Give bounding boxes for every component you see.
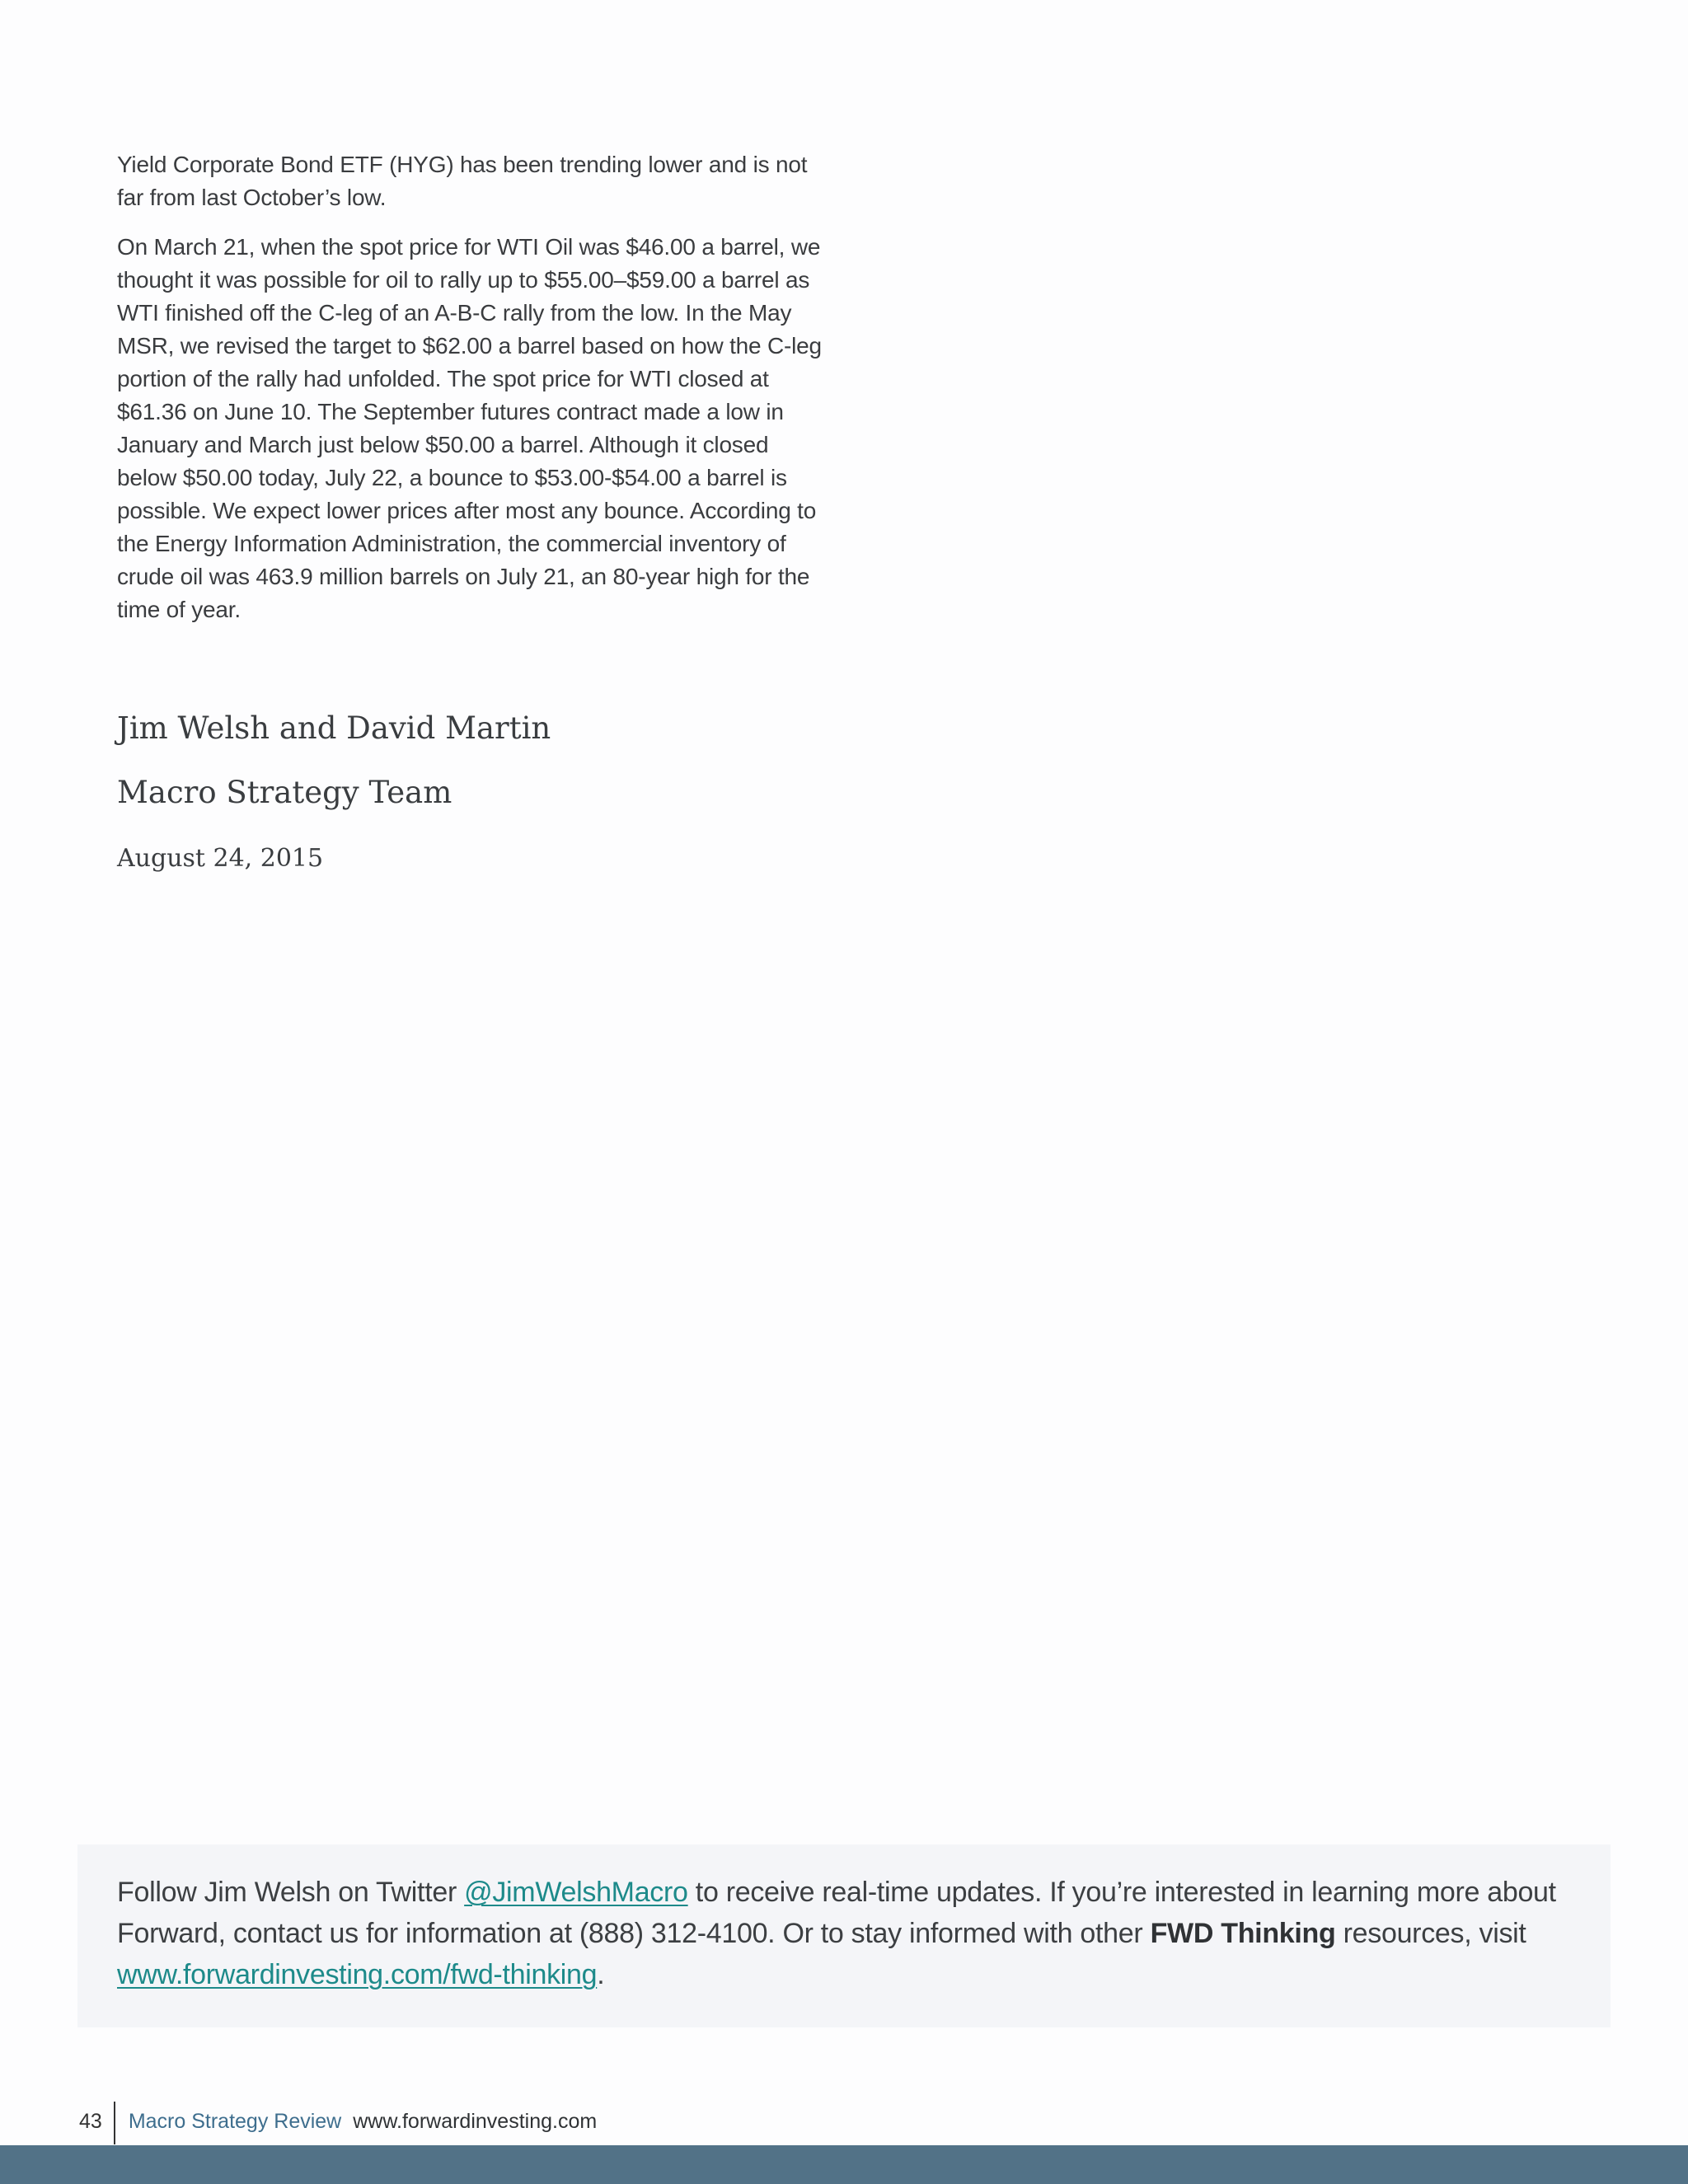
footer-divider bbox=[114, 2102, 115, 2144]
callout-text-segment: . bbox=[597, 1959, 605, 1990]
footer-color-bar bbox=[0, 2145, 1688, 2184]
callout-text-segment: to receive real-time updates. If you’re interested in learning more about Forward, contact us for information at (888) 312-4100. Or to stay informed with other bbox=[117, 1877, 1556, 1949]
callout-text-segment: Follow Jim Welsh on Twitter bbox=[117, 1877, 465, 1908]
contact-callout-box bbox=[77, 1844, 1611, 2027]
publication-name: Macro Strategy Review bbox=[128, 2109, 342, 2133]
article-body bbox=[117, 148, 826, 643]
callout-text-segment: resources, visit bbox=[1335, 1918, 1526, 1949]
callout-text bbox=[117, 1872, 1601, 1995]
fwd-thinking-label: FWD Thinking bbox=[1150, 1918, 1336, 1949]
article-paragraph: Yield Corporate Bond ETF (HYG) has been trending lower and is not far from last October’s low. bbox=[117, 152, 808, 210]
signature-team: Macro Strategy Team bbox=[117, 775, 452, 810]
website-url: www.forwardinvesting.com bbox=[353, 2109, 598, 2133]
page-footer bbox=[79, 2100, 597, 2143]
fwd-thinking-link[interactable]: www.forwardinvesting.com/fwd-thinking bbox=[117, 1959, 598, 1990]
twitter-handle-link[interactable]: @JimWelshMacro bbox=[464, 1877, 688, 1908]
page-number: 43 bbox=[79, 2109, 102, 2133]
signature-authors: Jim Welsh and David Martin bbox=[117, 710, 551, 746]
article-paragraph: On March 21, when the spot price for WTI Oil was $46.00 a barrel, we thought it was possible for oil to rally up to $55.00–$59.00 a barrel as WTI finished off the C-leg of an A-B-C rally from the low. In the May MSR, we revised the target to $62.00 a barrel based on how the C-leg portion of the rally had unfolded. The spot price for WTI closed at $61.36 on June 10. The September futures contract made a low in January and March just below $50.00 a barrel. Although it closed below $50.00 today, July 22, a bounce to $53.00-$54.00 a barrel is possible. We expect lower prices after most any bounce. According to the Energy Information Administration, the commercial inventory of crude oil was 463.9 million barrels on July 21, an 80-year high for the time of year. bbox=[117, 234, 822, 622]
signature-date: August 24, 2015 bbox=[117, 844, 324, 873]
